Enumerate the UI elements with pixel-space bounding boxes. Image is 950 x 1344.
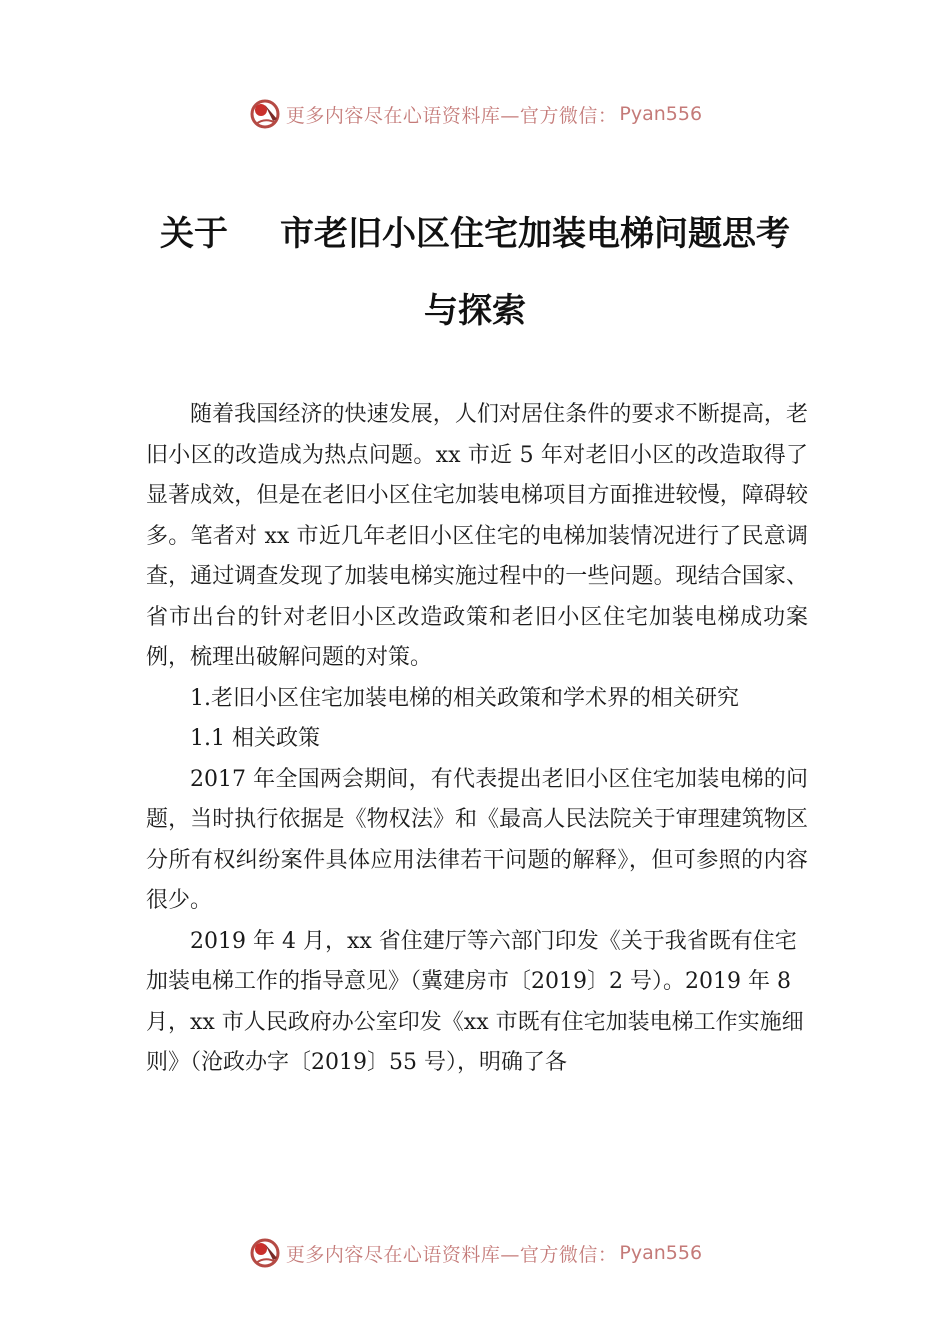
red-circle-logo-icon xyxy=(248,1236,282,1270)
document-title-line1 xyxy=(0,206,950,255)
paragraph-intro: 随着我国经济的快速发展，人们对居住条件的要求不断提高，老旧小区的改造成为热点问题。xx 市近 5 年对老旧小区的改造取得了显著成效，但是在老旧小区住宅加装电梯项目方面推进较慢，障碍较多。笔者对 xx 市近几年老旧小区住宅的电梯加装情况进行了民意调查，通过调查发现了加装电梯实施过程中的一些问题。现结合国家、省市出台的针对老旧小区改造政策和老旧小区住宅加装电梯成功案例，梳理出破解问题的对策。 xyxy=(146,402,808,670)
watermark-text: 更多内容尽在心语资料库—官方微信： xyxy=(285,104,618,127)
title-part1: 关于 xyxy=(160,214,228,254)
watermark-id: Pyan556 xyxy=(619,103,703,125)
heading-section-1-1: 1.1 相关政策 xyxy=(190,726,320,751)
watermark-header xyxy=(0,94,950,134)
watermark-id: Pyan556 xyxy=(619,1242,703,1264)
document-title-line2: 与探索 xyxy=(424,291,526,331)
watermark-text: 更多内容尽在心语资料库—官方微信： xyxy=(285,1243,618,1266)
paragraph-2017: 2017 年全国两会期间，有代表提出老旧小区住宅加装电梯的问题，当时执行依据是《物权法》和《最高人民法院关于审理建筑物区分所有权纠纷案件具体应用法律若干问题的解释》，但可参照的内容很少。 xyxy=(146,766,808,913)
document-body xyxy=(146,395,808,1084)
watermark-footer xyxy=(0,1233,950,1273)
red-circle-logo-icon xyxy=(248,97,282,131)
paragraph-2019: 2019 年 4 月，xx 省住建厅等六部门印发《关于我省既有住宅加装电梯工作的指导意见》（冀建房市〔2019〕2 号）。2019 年 8 月，xx 市人民政府办公室印发《xx 市既有住宅加装电梯工作实施细则》（沧政办字〔2019〕55 号），明确了各 xyxy=(146,928,804,1075)
title-part2: 市老旧小区住宅加装电梯问题思考 xyxy=(280,214,790,254)
heading-section-1: 1.老旧小区住宅加装电梯的相关政策和学术界的相关研究 xyxy=(190,685,739,711)
